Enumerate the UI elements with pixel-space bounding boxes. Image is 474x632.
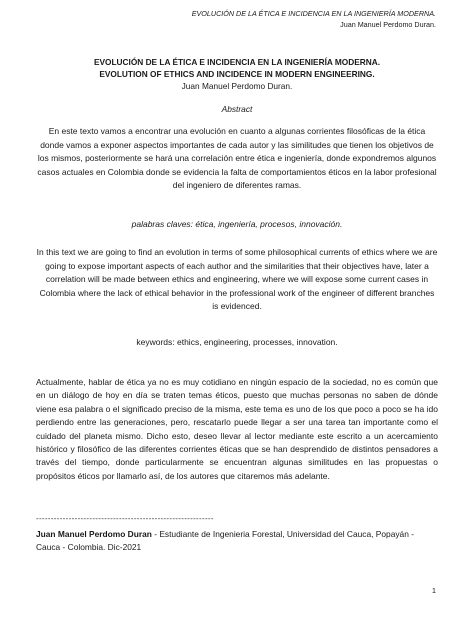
keywords-english: keywords: ethics, engineering, processes, innovation. [136,337,338,347]
running-header [192,8,436,30]
keywords-spanish: palabras claves: ética, ingeniería, procesos, innovación. [131,219,343,229]
page-number: 1 [431,586,436,595]
title-block [36,56,438,92]
abstract-heading: Abstract [221,104,253,114]
title-english: EVOLUTION OF ETHICS AND INCIDENCE IN MODERN ENGINEERING. [99,69,375,79]
footnote-text: - Estudiante de Ingenieria Forestal, Universidad del Cauca, Popayán - Cauca - Colombia. Dic-2021 [36,529,414,552]
footnote [36,528,438,554]
header-author: Juan Manuel Perdomo Duran. [340,20,436,29]
author-name: Juan Manuel Perdomo Duran. [181,81,293,91]
footnote-separator: ------------------------------------------------------------ [36,514,214,523]
abstract-spanish: En este texto vamos a encontrar una evolución en cuanto a algunas corrientes filosóficas de la ética donde vamos a exponer aspectos importantes de cada autor y las similitudes que tienen los objetivos de los mismos, posteriormente se hará una correlación entre ética e ingeniería, donde expondremos algunos casos actuales en Colombia donde se evidencia la falta de comportamientos éticos en la labor profesional del ingeniero de diferentes ramas. [37,126,437,191]
body-paragraph: Actualmente, hablar de ética ya no es muy cotidiano en ningún espacio de la sociedad, no es común que en un diálogo de hoy en día se traten temas éticos, puesto que muchas personas no saben de dónde viene esa palabra o el significado preciso de la misma, este tema es uno de los que poco a poco se ha ido perdiendo entre las generaciones, pero, rescatarlo puede llegar a ser una tarea tan importante como el cuidado del planeta mismo. Dicho esto, deseo llevar al lector mediante este escrito a un acercamiento histórico y filosófico de las diferentes corrientes éticas que se han desprendido de distintos pensadores a través del tiempo, donde particularmente se encuentran algunas similitudes en las propuestas o propósitos éticos por llamarlo así, de los autores que citaremos más adelante. [36,377,438,481]
header-title: EVOLUCIÓN DE LA ÉTICA E INCIDENCIA EN LA INGENIERÍA MODERNA. [191,9,436,18]
abstract-english: In this text we are going to find an evolution in terms of some philosophical currents of ethics where we are going to expose important aspects of each author and the similarities that their objectives have, later a correlation will be made between ethics and engineering, where we will expose some current cases in Colombia where the lack of ethical behavior in the professional work of the engineer of different branches is evidenced. [36,247,438,312]
footnote-author: Juan Manuel Perdomo Duran [36,529,152,539]
title-spanish: EVOLUCIÓN DE LA ÉTICA E INCIDENCIA EN LA INGENIERÍA MODERNA. [93,57,381,67]
